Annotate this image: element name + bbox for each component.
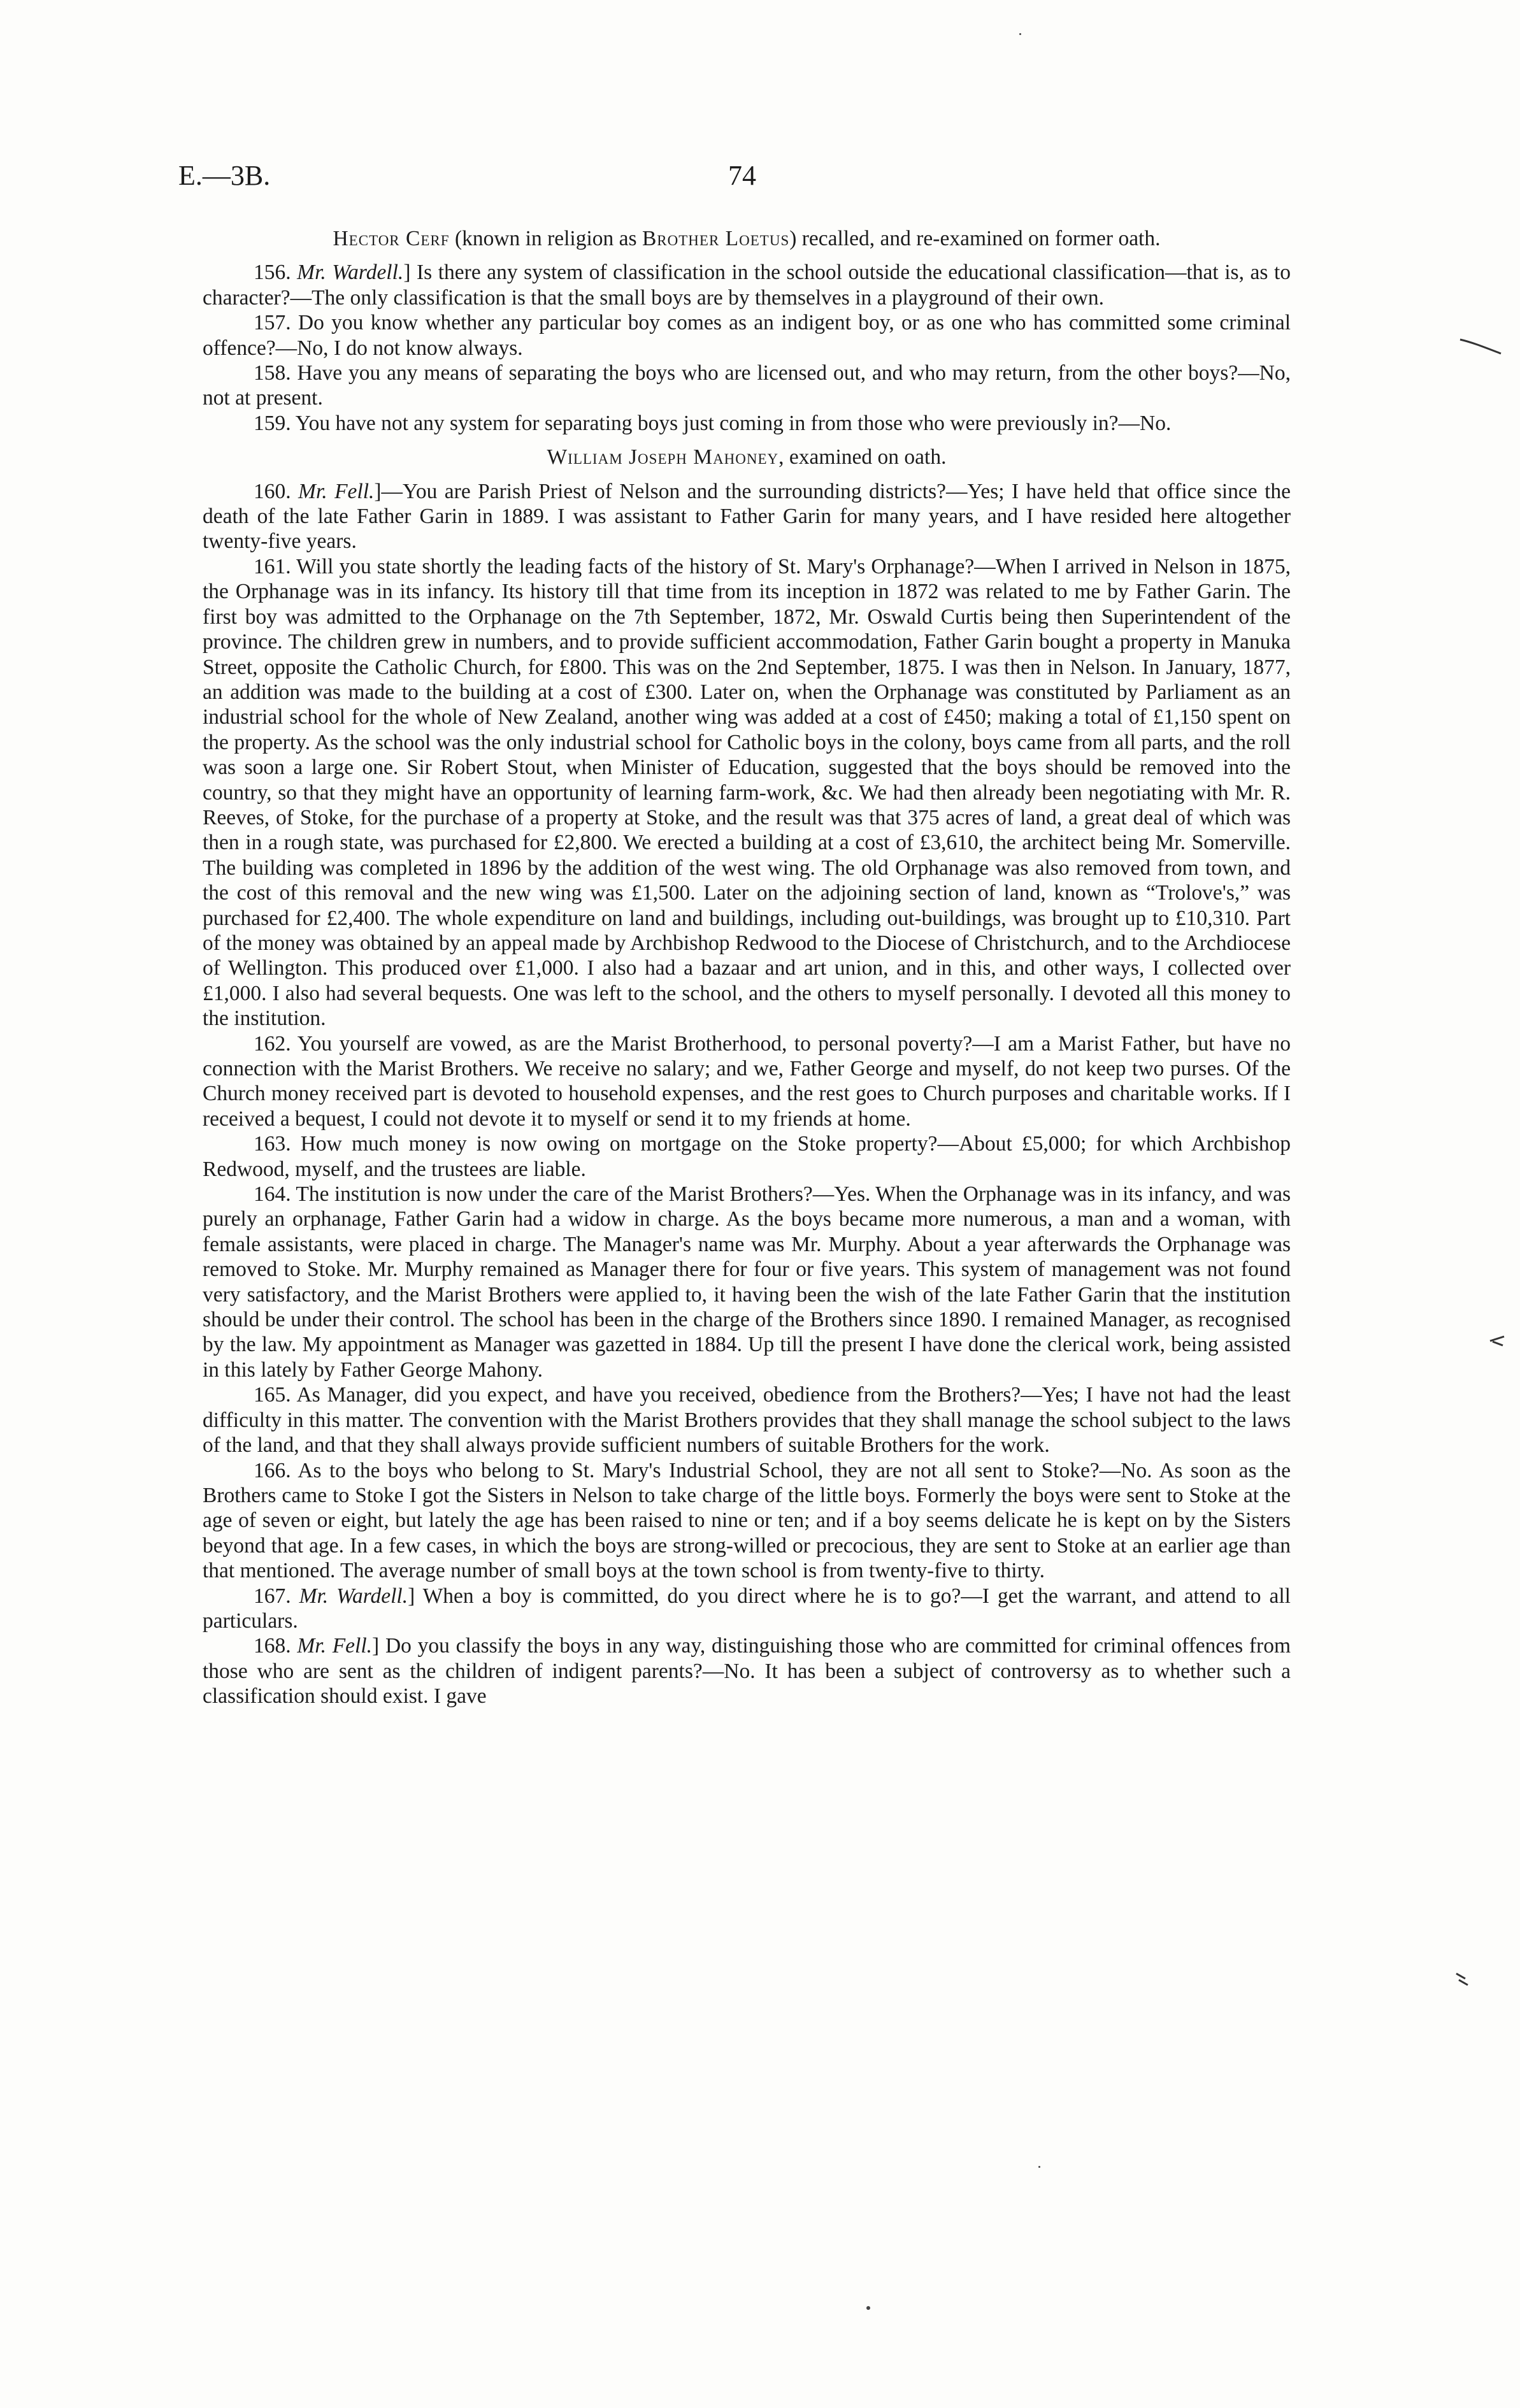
margin-mark [1452, 1968, 1472, 1994]
page-header [178, 159, 1306, 197]
witness-name: William Joseph Mahoney [547, 445, 779, 469]
witness-heading-cerf [203, 226, 1291, 251]
question-number: 159. [254, 411, 291, 435]
speaker-name: Mr. Fell. [297, 1634, 373, 1658]
question-number: 162. [254, 1031, 291, 1056]
question-text: ] When a boy is committed, do you direct where he is to go?—I get the warrant, and attend to all particulars. [203, 1584, 1291, 1633]
document-reference: E.—3B. [178, 160, 271, 191]
question-paragraph [203, 310, 1291, 361]
question-number: 161. [254, 554, 291, 578]
speck [1019, 33, 1021, 35]
witness-name: Hector Cerf [333, 227, 450, 250]
question-paragraph [203, 1031, 1291, 1132]
question-number: 156. [254, 261, 291, 285]
question-number: 167. [254, 1584, 291, 1608]
question-paragraph [203, 1633, 1291, 1709]
page-number: 74 [728, 160, 756, 191]
question-paragraph [203, 1182, 1291, 1382]
question-paragraph [203, 1382, 1291, 1458]
question-number: 164. [254, 1182, 291, 1207]
question-text: As to the boys who belong to St. Mary's Industrial School, they are not all sent to Stoke?—No. As soon as the Brothers came to Stoke I got the Sisters in Nelson to take charge of the little boys. Formerly the boys were sent to Stoke at the age of seven or eight, but lately the age has been raised to nine or ten; and if a boy seems delicate he is kept on by the Sisters beyond that age. In a few cases, in which the boys are strong-willed or precocious, they are sent to Stoke at an earlier age than that mentioned. The average number of small boys at the town school is from twenty-five to thirty. [203, 1458, 1291, 1583]
margin-mark [1488, 1331, 1507, 1351]
question-paragraph [203, 1458, 1291, 1584]
question-number: 165. [254, 1383, 291, 1407]
question-text: The institution is now under the care of the Marist Brothers?—Yes. When the Orphanage was in its infancy, and was purely an orphanage, Father Garin had a widow in charge. As the boys became more numerous, a man and a woman, with female assistants, were placed in charge. The Manager's name was Mr. Murphy. About a year afterwards the Orphanage was removed to Stoke. Mr. Murphy remained as Manager there for four or five years. This system of management was not found very satisfactory, and the Marist Brothers were applied to, it having been the wish of the late Father Garin that the institution should be under their control. The school has been in the charge of the Brothers since 1890. I remained Manager, as recognised by the law. My appointment as Manager was gazetted in 1884. Up till the present I have done the clerical work, being assisted in this lately by Father George Mahony. [203, 1182, 1291, 1382]
question-text: ]—You are Parish Priest of Nelson and the surrounding districts?—Yes; I have held that office since the death of the late Father Garin in 1889. I was assistant to Father Garin for many years, and I have resided here altogether twenty-five years. [203, 479, 1291, 554]
speaker-name: Mr. Wardell. [299, 1584, 408, 1608]
margin-mark [1459, 334, 1503, 360]
question-number: 157. [254, 311, 291, 335]
question-text: Do you know whether any particular boy comes as an indigent boy, or as one who has committed some criminal offence?—No, I do not know always. [203, 311, 1291, 360]
question-text: ] Is there any system of classification in the school outside the educational classification—that is, as to character?—The only classification is that the small boys are by themselves in a playground of their own. [203, 261, 1291, 310]
speaker-name: Mr. Wardell. [297, 261, 404, 285]
speaker-name: Mr. Fell. [298, 479, 375, 503]
question-text: Have you any means of separating the boys who are licensed out, and who may return, from the other boys?—No, not at present. [203, 361, 1291, 410]
question-paragraph [203, 411, 1291, 436]
witness-text: , examined on oath. [778, 445, 947, 469]
witness-text: ) recalled, and re-examined on former oath. [789, 227, 1161, 250]
question-number: 168. [254, 1634, 291, 1658]
document-body [203, 226, 1291, 1709]
question-number: 163. [254, 1132, 291, 1156]
question-paragraph [203, 1131, 1291, 1182]
question-text: How much money is now owing on mortgage on the Stoke property?—About £5,000; for which Archbishop Redwood, myself, and the trustees are liable. [203, 1132, 1291, 1181]
question-text: You have not any system for separating boys just coming in from those who were previously in?—No. [295, 411, 1172, 435]
question-text: Will you state shortly the leading facts of the history of St. Mary's Orphanage?—When I arrived in Nelson in 1875, the Orphanage was in its infancy. Its history till that time from its inception in 1872 was related to me by Father Garin. The first boy was admitted to the Orphanage on the 7th September, 1872, Mr. Oswald Curtis being then Superintendent of the province. The children grew in numbers, and to provide sufficient accommodation, Father Garin bought a property in Manuka Street, opposite the Catholic Church, for £800. This was on the 2nd September, 1875. I was then in Nelson. In January, 1877, an addition was made to the building at a cost of £300. Later on, when the Orphanage was constituted by Parliament as an industrial school for the whole of New Zealand, another wing was added at a cost of £450; making a total of £1,150 spent on the property. As the school was the only industrial school for Catholic boys in the colony, boys came from all parts, and the roll was soon a large one. Sir Robert Stout, when Minister of Education, suggested that the boys should be removed into the country, so that they might have an opportunity of learning farm-work, &c. We had then already been negotiating with Mr. R. Reeves, of Stoke, for the purchase of a property at Stoke, and the result was that 375 acres of land, a great deal of which was then in a rough state, was purchased for £2,800. We erected a building at a cost of £3,610, the architect being Mr. Somerville. The building was completed in 1896 by the addition of the west wing. The old Orphanage was also removed from town, and the cost of this removal and the new wing was £1,500. Later on the adjoining section of land, known as “Trolove's,” was purchased for £2,400. The whole expenditure on land and buildings, including out-buildings, was brought up to £10,310. Part of the money was obtained by an appeal made by Archbishop Redwood to the Diocese of Christchurch, and to the Archdiocese of Wellington. This produced over £1,000. I also had a bazaar and art union, and in this, and other ways, I collected over £1,000. I also had several bequests. One was left to the school, and the others to myself personally. I devoted all this money to the institution. [203, 554, 1291, 1031]
question-text: ] Do you classify the boys in any way, distinguishing those who are committed for criminal offences from those who are sent as the children of indigent parents?—No. It has been a subject of controversy as to whether such a classification should exist. I gave [203, 1634, 1291, 1709]
question-number: 158. [254, 361, 291, 385]
witness-heading-mahoney [203, 445, 1291, 469]
question-paragraph [203, 479, 1291, 554]
question-paragraph [203, 260, 1291, 310]
speck [1038, 2166, 1040, 2168]
witness-text: (known in religion as [449, 227, 642, 250]
question-paragraph [203, 361, 1291, 411]
witness-religious-name: Brother Loetus [642, 227, 790, 250]
question-text: As Manager, did you expect, and have you received, obedience from the Brothers?—Yes; I have not had the least difficulty in this matter. The convention with the Marist Brothers provides that they shall manage the school subject to the laws of the land, and that they shall always provide sufficient numbers of suitable Brothers for the work. [203, 1383, 1291, 1458]
question-paragraph [203, 1584, 1291, 1634]
question-number: 160. [254, 479, 291, 503]
question-number: 166. [254, 1458, 291, 1482]
speck [866, 2306, 870, 2310]
question-paragraph [203, 554, 1291, 1031]
question-text: You yourself are vowed, as are the Marist Brotherhood, to personal poverty?—I am a Marist Father, but have no connection with the Marist Brothers. We receive no salary; and we, Father George and myself, do not keep two purses. Of the Church money received part is devoted to household expenses, and the rest goes to Church purposes and charitable works. If I received a bequest, I could not devote it to myself or send it to my friends at home. [203, 1031, 1291, 1131]
